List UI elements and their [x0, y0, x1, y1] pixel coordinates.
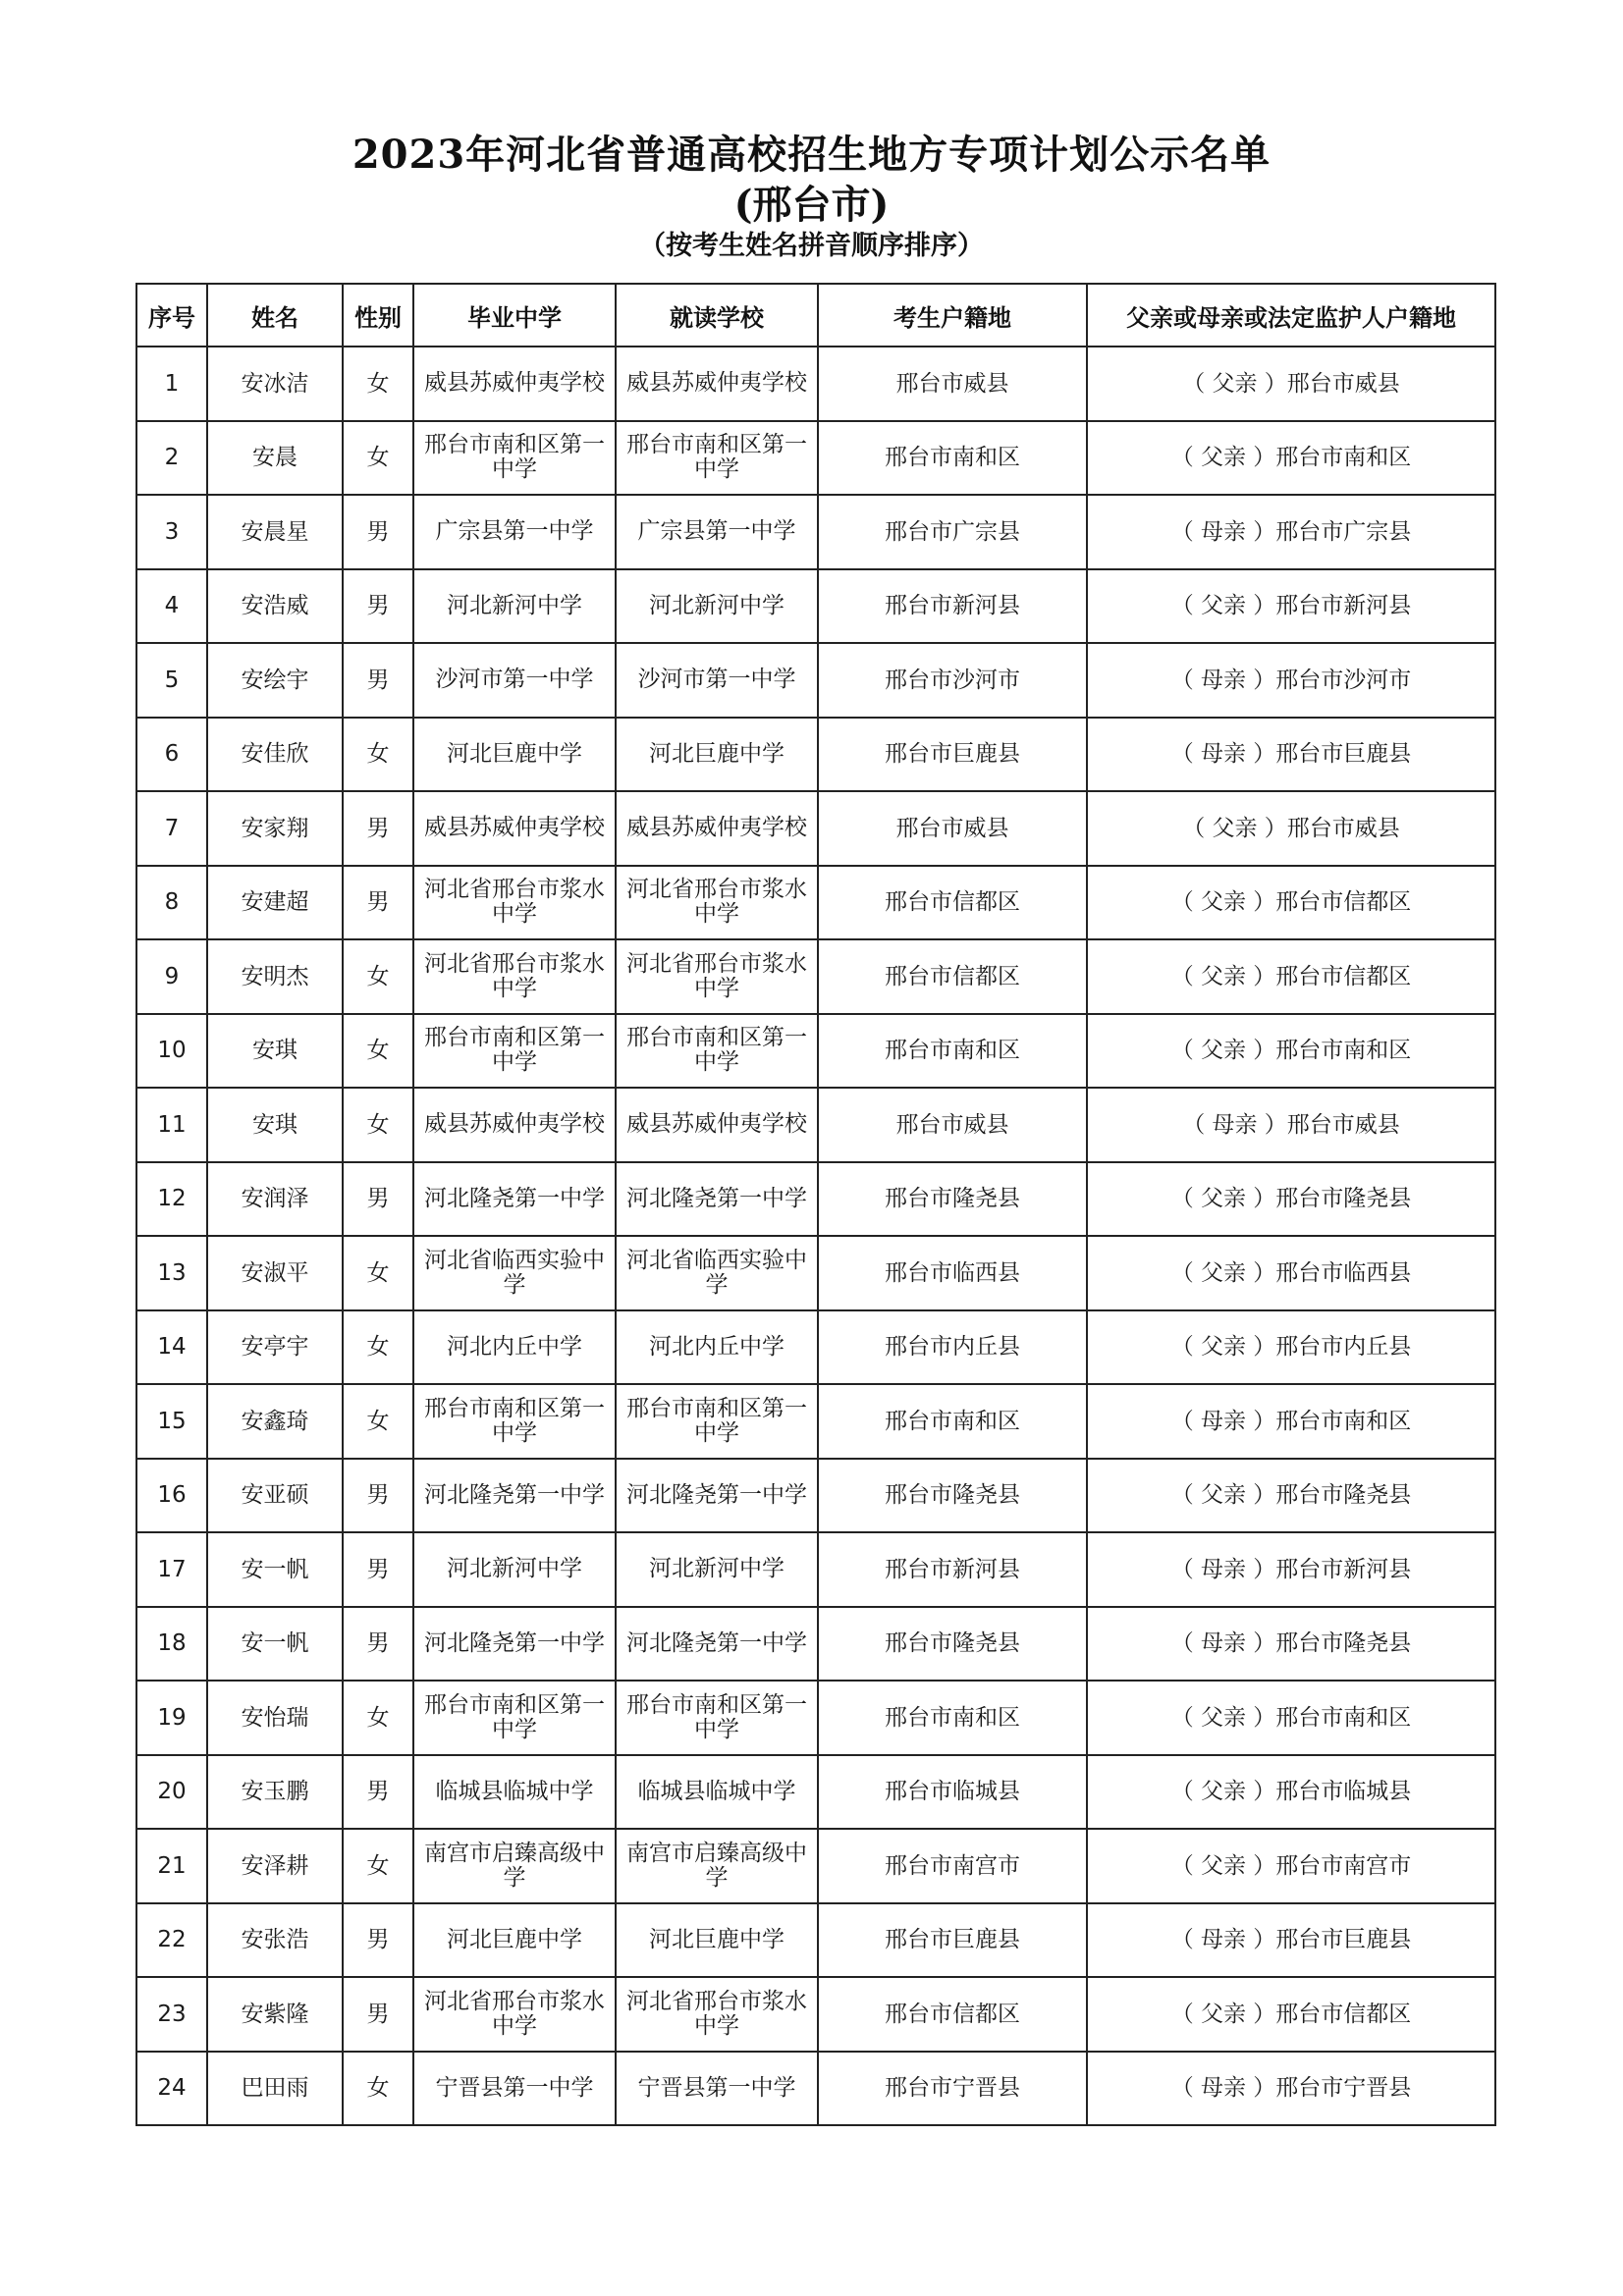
roster-table	[135, 283, 1496, 2126]
cell-graduation-school-text: 河北省邢台市浆水中学	[424, 877, 605, 928]
cell-current-school	[616, 1310, 818, 1385]
cell-graduation-school	[413, 791, 616, 866]
table-row	[136, 1903, 1495, 1978]
cell-current-school-text: 邢台市南和区第一中学	[626, 1025, 807, 1076]
cell-current-school	[616, 1014, 818, 1089]
cell-current-school	[616, 1162, 818, 1237]
cell-graduation-school	[413, 939, 616, 1014]
cell-graduation-school	[413, 1532, 616, 1607]
cell-current-school	[616, 866, 818, 940]
cell-current-school	[616, 569, 818, 644]
cell-graduation-school-text: 河北隆尧第一中学	[424, 1185, 605, 1211]
cell-guardian-residence: （ 父亲 ）邢台市隆尧县	[1087, 1162, 1495, 1237]
cell-gender: 女	[343, 1014, 413, 1089]
cell-gender: 男	[343, 1607, 413, 1682]
cell-graduation-school-text: 河北内丘中学	[447, 1333, 582, 1360]
cell-gender: 女	[343, 1829, 413, 1903]
cell-graduation-school-text: 河北省邢台市浆水中学	[424, 950, 605, 1001]
cell-name: 安琪	[207, 1014, 343, 1089]
cell-graduation-school-text: 河北隆尧第一中学	[424, 1629, 605, 1656]
header-current-school: 就读学校	[616, 284, 818, 347]
cell-graduation-school	[413, 1977, 616, 2052]
cell-student-residence: 邢台市宁晋县	[818, 2052, 1087, 2126]
cell-current-school	[616, 2052, 818, 2126]
cell-index: 3	[136, 495, 207, 569]
table-row	[136, 939, 1495, 1014]
cell-current-school-text: 河北新河中学	[649, 1556, 784, 1582]
cell-graduation-school-text: 河北巨鹿中学	[447, 1926, 582, 1952]
header-guardian-residence: 父亲或母亲或法定监护人户籍地	[1087, 284, 1495, 347]
cell-guardian-residence: （ 父亲 ）邢台市南宫市	[1087, 1829, 1495, 1903]
cell-graduation-school-text: 沙河市第一中学	[435, 667, 594, 693]
table-body	[136, 347, 1495, 2125]
cell-student-residence: 邢台市隆尧县	[818, 1459, 1087, 1533]
cell-graduation-school	[413, 1236, 616, 1310]
cell-guardian-residence: （ 母亲 ）邢台市南和区	[1087, 1384, 1495, 1459]
cell-graduation-school-text: 邢台市南和区第一中学	[424, 1395, 605, 1446]
cell-name: 安润泽	[207, 1162, 343, 1237]
cell-student-residence: 邢台市南和区	[818, 1014, 1087, 1089]
cell-name: 安佳欣	[207, 718, 343, 792]
cell-graduation-school	[413, 866, 616, 940]
cell-index: 20	[136, 1755, 207, 1830]
cell-graduation-school-text: 威县苏威仲夷学校	[424, 1111, 605, 1138]
cell-current-school-text: 邢台市南和区第一中学	[626, 1691, 807, 1742]
cell-graduation-school	[413, 1384, 616, 1459]
cell-name: 安亭宇	[207, 1310, 343, 1385]
cell-student-residence: 邢台市新河县	[818, 569, 1087, 644]
table-row	[136, 495, 1495, 569]
table-header-row	[136, 284, 1495, 347]
cell-current-school-text: 河北新河中学	[649, 592, 784, 618]
cell-current-school-text: 河北省邢台市浆水中学	[626, 950, 807, 1001]
cell-current-school-text: 威县苏威仲夷学校	[626, 370, 807, 397]
cell-name: 安家翔	[207, 791, 343, 866]
cell-current-school-text: 沙河市第一中学	[637, 667, 796, 693]
cell-guardian-residence: （ 父亲 ）邢台市临城县	[1087, 1755, 1495, 1830]
cell-student-residence: 邢台市隆尧县	[818, 1162, 1087, 1237]
table-row	[136, 1681, 1495, 1755]
cell-guardian-residence: （ 父亲 ）邢台市信都区	[1087, 866, 1495, 940]
header-name: 姓名	[207, 284, 343, 347]
cell-name: 安浩威	[207, 569, 343, 644]
header-graduation-school: 毕业中学	[413, 284, 616, 347]
cell-current-school-text: 河北省邢台市浆水中学	[626, 1988, 807, 2039]
cell-gender: 女	[343, 939, 413, 1014]
cell-guardian-residence: （ 父亲 ）邢台市南和区	[1087, 421, 1495, 496]
table-row	[136, 1162, 1495, 1237]
cell-gender: 男	[343, 643, 413, 718]
cell-student-residence: 邢台市临西县	[818, 1236, 1087, 1310]
cell-current-school-text: 南宫市启臻高级中学	[626, 1840, 807, 1891]
table-row	[136, 1755, 1495, 1830]
cell-graduation-school	[413, 569, 616, 644]
cell-gender: 女	[343, 2052, 413, 2126]
cell-index: 19	[136, 1681, 207, 1755]
header-gender: 性别	[343, 284, 413, 347]
cell-guardian-residence: （ 父亲 ）邢台市威县	[1087, 791, 1495, 866]
cell-student-residence: 邢台市威县	[818, 347, 1087, 421]
cell-graduation-school-text: 河北隆尧第一中学	[424, 1481, 605, 1508]
cell-name: 安绘宇	[207, 643, 343, 718]
cell-name: 巴田雨	[207, 2052, 343, 2126]
cell-gender: 女	[343, 1681, 413, 1755]
cell-name: 安晨	[207, 421, 343, 496]
cell-current-school	[616, 1236, 818, 1310]
cell-current-school	[616, 1977, 818, 2052]
page-title: 2023年河北省普通高校招生地方专项计划公示名单	[352, 132, 1271, 178]
table-row	[136, 718, 1495, 792]
cell-guardian-residence: （ 母亲 ）邢台市隆尧县	[1087, 1607, 1495, 1682]
cell-name: 安鑫琦	[207, 1384, 343, 1459]
table-row	[136, 1607, 1495, 1682]
cell-index: 23	[136, 1977, 207, 2052]
table-row	[136, 347, 1495, 421]
cell-gender: 男	[343, 1903, 413, 1978]
cell-index: 10	[136, 1014, 207, 1089]
cell-current-school-text: 河北省邢台市浆水中学	[626, 877, 807, 928]
cell-guardian-residence: （ 母亲 ）邢台市威县	[1087, 1088, 1495, 1162]
cell-current-school-text: 河北巨鹿中学	[649, 1926, 784, 1952]
cell-guardian-residence: （ 父亲 ）邢台市隆尧县	[1087, 1459, 1495, 1533]
cell-graduation-school-text: 宁晋县第一中学	[435, 2074, 594, 2101]
cell-gender: 女	[343, 347, 413, 421]
cell-index: 4	[136, 569, 207, 644]
cell-guardian-residence: （ 父亲 ）邢台市新河县	[1087, 569, 1495, 644]
cell-current-school	[616, 1459, 818, 1533]
cell-current-school-text: 临城县临城中学	[637, 1778, 796, 1804]
cell-gender: 男	[343, 1755, 413, 1830]
cell-index: 16	[136, 1459, 207, 1533]
table-row	[136, 1829, 1495, 1903]
cell-index: 15	[136, 1384, 207, 1459]
cell-current-school	[616, 1607, 818, 1682]
cell-index: 13	[136, 1236, 207, 1310]
cell-student-residence: 邢台市南和区	[818, 1384, 1087, 1459]
table-row	[136, 1236, 1495, 1310]
cell-student-residence: 邢台市内丘县	[818, 1310, 1087, 1385]
table-row	[136, 1532, 1495, 1607]
cell-graduation-school-text: 河北巨鹿中学	[447, 740, 582, 767]
cell-gender: 男	[343, 495, 413, 569]
cell-current-school	[616, 791, 818, 866]
cell-index: 21	[136, 1829, 207, 1903]
cell-graduation-school-text: 河北新河中学	[447, 1556, 582, 1582]
cell-current-school	[616, 1755, 818, 1830]
cell-guardian-residence: （ 父亲 ）邢台市信都区	[1087, 939, 1495, 1014]
cell-current-school-text: 威县苏威仲夷学校	[626, 815, 807, 841]
table-row	[136, 1384, 1495, 1459]
cell-current-school-text: 河北隆尧第一中学	[626, 1481, 807, 1508]
cell-current-school	[616, 495, 818, 569]
cell-student-residence: 邢台市临城县	[818, 1755, 1087, 1830]
cell-graduation-school-text: 河北省邢台市浆水中学	[424, 1988, 605, 2039]
cell-current-school	[616, 1088, 818, 1162]
cell-guardian-residence: （ 母亲 ）邢台市宁晋县	[1087, 2052, 1495, 2126]
cell-current-school-text: 威县苏威仲夷学校	[626, 1111, 807, 1138]
cell-student-residence: 邢台市威县	[818, 1088, 1087, 1162]
cell-graduation-school-text: 临城县临城中学	[435, 1778, 594, 1804]
cell-graduation-school	[413, 347, 616, 421]
cell-student-residence: 邢台市巨鹿县	[818, 718, 1087, 792]
header-index: 序号	[136, 284, 207, 347]
table-row	[136, 421, 1495, 496]
cell-name: 安建超	[207, 866, 343, 940]
cell-current-school	[616, 1532, 818, 1607]
cell-index: 18	[136, 1607, 207, 1682]
table-row	[136, 1310, 1495, 1385]
cell-graduation-school-text: 广宗县第一中学	[435, 518, 594, 545]
cell-current-school-text: 河北内丘中学	[649, 1333, 784, 1360]
table-row	[136, 2052, 1495, 2126]
cell-graduation-school	[413, 1681, 616, 1755]
cell-current-school	[616, 421, 818, 496]
cell-index: 22	[136, 1903, 207, 1978]
cell-graduation-school	[413, 1459, 616, 1533]
cell-guardian-residence: （ 父亲 ）邢台市内丘县	[1087, 1310, 1495, 1385]
cell-guardian-residence: （ 父亲 ）邢台市临西县	[1087, 1236, 1495, 1310]
cell-gender: 女	[343, 1310, 413, 1385]
cell-student-residence: 邢台市信都区	[818, 1977, 1087, 2052]
cell-index: 5	[136, 643, 207, 718]
cell-current-school-text: 广宗县第一中学	[637, 518, 796, 545]
cell-name: 安一帆	[207, 1607, 343, 1682]
cell-student-residence: 邢台市新河县	[818, 1532, 1087, 1607]
cell-index: 6	[136, 718, 207, 792]
cell-name: 安紫隆	[207, 1977, 343, 2052]
cell-name: 安一帆	[207, 1532, 343, 1607]
cell-name: 安玉鹏	[207, 1755, 343, 1830]
cell-guardian-residence: （ 母亲 ）邢台市新河县	[1087, 1532, 1495, 1607]
cell-guardian-residence: （ 母亲 ）邢台市巨鹿县	[1087, 1903, 1495, 1978]
cell-graduation-school-text: 河北省临西实验中学	[424, 1247, 605, 1298]
cell-current-school-text: 河北省临西实验中学	[626, 1247, 807, 1298]
cell-current-school	[616, 939, 818, 1014]
cell-guardian-residence: （ 母亲 ）邢台市广宗县	[1087, 495, 1495, 569]
cell-graduation-school	[413, 1162, 616, 1237]
cell-current-school	[616, 1829, 818, 1903]
cell-graduation-school	[413, 1088, 616, 1162]
cell-student-residence: 邢台市威县	[818, 791, 1087, 866]
cell-current-school	[616, 718, 818, 792]
cell-current-school-text: 河北隆尧第一中学	[626, 1185, 807, 1211]
cell-graduation-school-text: 威县苏威仲夷学校	[424, 370, 605, 397]
cell-current-school	[616, 1903, 818, 1978]
cell-guardian-residence: （ 父亲 ）邢台市威县	[1087, 347, 1495, 421]
cell-gender: 男	[343, 1162, 413, 1237]
cell-graduation-school	[413, 718, 616, 792]
cell-index: 12	[136, 1162, 207, 1237]
cell-name: 安冰洁	[207, 347, 343, 421]
table-row	[136, 866, 1495, 940]
table-row	[136, 791, 1495, 866]
cell-graduation-school	[413, 1607, 616, 1682]
cell-index: 24	[136, 2052, 207, 2126]
cell-current-school-text: 邢台市南和区第一中学	[626, 1395, 807, 1446]
cell-index: 17	[136, 1532, 207, 1607]
cell-index: 9	[136, 939, 207, 1014]
cell-student-residence: 邢台市南宫市	[818, 1829, 1087, 1903]
cell-graduation-school	[413, 1310, 616, 1385]
cell-name: 安淑平	[207, 1236, 343, 1310]
cell-gender: 男	[343, 791, 413, 866]
cell-gender: 女	[343, 718, 413, 792]
cell-graduation-school	[413, 1014, 616, 1089]
cell-index: 7	[136, 791, 207, 866]
cell-current-school	[616, 1681, 818, 1755]
cell-graduation-school-text: 邢台市南和区第一中学	[424, 1025, 605, 1076]
cell-index: 1	[136, 347, 207, 421]
table-row	[136, 1014, 1495, 1089]
cell-graduation-school	[413, 2052, 616, 2126]
cell-student-residence: 邢台市沙河市	[818, 643, 1087, 718]
cell-gender: 男	[343, 1459, 413, 1533]
cell-graduation-school	[413, 495, 616, 569]
cell-student-residence: 邢台市信都区	[818, 939, 1087, 1014]
cell-index: 14	[136, 1310, 207, 1385]
cell-gender: 男	[343, 569, 413, 644]
cell-name: 安晨星	[207, 495, 343, 569]
cell-graduation-school	[413, 1829, 616, 1903]
cell-graduation-school	[413, 1755, 616, 1830]
cell-gender: 女	[343, 1384, 413, 1459]
cell-guardian-residence: （ 父亲 ）邢台市南和区	[1087, 1681, 1495, 1755]
cell-student-residence: 邢台市隆尧县	[818, 1607, 1087, 1682]
cell-gender: 男	[343, 1532, 413, 1607]
cell-index: 8	[136, 866, 207, 940]
page-subtitle: (邢台市)	[733, 182, 890, 228]
cell-gender: 男	[343, 866, 413, 940]
cell-index: 2	[136, 421, 207, 496]
table-row	[136, 569, 1495, 644]
cell-guardian-residence: （ 母亲 ）邢台市沙河市	[1087, 643, 1495, 718]
table-row	[136, 1977, 1495, 2052]
cell-name: 安张浩	[207, 1903, 343, 1978]
cell-current-school	[616, 347, 818, 421]
cell-graduation-school-text: 邢台市南和区第一中学	[424, 1691, 605, 1742]
cell-current-school-text: 宁晋县第一中学	[637, 2074, 796, 2101]
cell-current-school-text: 河北隆尧第一中学	[626, 1629, 807, 1656]
cell-graduation-school	[413, 421, 616, 496]
header-student-residence: 考生户籍地	[818, 284, 1087, 347]
cell-gender: 女	[343, 1088, 413, 1162]
cell-gender: 女	[343, 421, 413, 496]
table-row	[136, 643, 1495, 718]
cell-name: 安怡瑞	[207, 1681, 343, 1755]
cell-name: 安泽耕	[207, 1829, 343, 1903]
table-row	[136, 1459, 1495, 1533]
cell-name: 安琪	[207, 1088, 343, 1162]
cell-name: 安亚硕	[207, 1459, 343, 1533]
sort-note: （按考生姓名拼音顺序排序）	[639, 231, 984, 261]
cell-guardian-residence: （ 母亲 ）邢台市巨鹿县	[1087, 718, 1495, 792]
cell-graduation-school-text: 南宫市启臻高级中学	[424, 1840, 605, 1891]
cell-current-school-text: 邢台市南和区第一中学	[626, 432, 807, 483]
cell-current-school-text: 河北巨鹿中学	[649, 740, 784, 767]
cell-current-school	[616, 643, 818, 718]
cell-graduation-school	[413, 643, 616, 718]
cell-name: 安明杰	[207, 939, 343, 1014]
cell-student-residence: 邢台市广宗县	[818, 495, 1087, 569]
cell-guardian-residence: （ 父亲 ）邢台市南和区	[1087, 1014, 1495, 1089]
cell-student-residence: 邢台市巨鹿县	[818, 1903, 1087, 1978]
cell-guardian-residence: （ 父亲 ）邢台市信都区	[1087, 1977, 1495, 2052]
cell-gender: 男	[343, 1977, 413, 2052]
cell-student-residence: 邢台市南和区	[818, 421, 1087, 496]
cell-graduation-school	[413, 1903, 616, 1978]
cell-student-residence: 邢台市南和区	[818, 1681, 1087, 1755]
cell-graduation-school-text: 威县苏威仲夷学校	[424, 815, 605, 841]
cell-student-residence: 邢台市信都区	[818, 866, 1087, 940]
cell-graduation-school-text: 邢台市南和区第一中学	[424, 432, 605, 483]
cell-gender: 女	[343, 1236, 413, 1310]
cell-current-school	[616, 1384, 818, 1459]
table-row	[136, 1088, 1495, 1162]
cell-graduation-school-text: 河北新河中学	[447, 592, 582, 618]
cell-index: 11	[136, 1088, 207, 1162]
